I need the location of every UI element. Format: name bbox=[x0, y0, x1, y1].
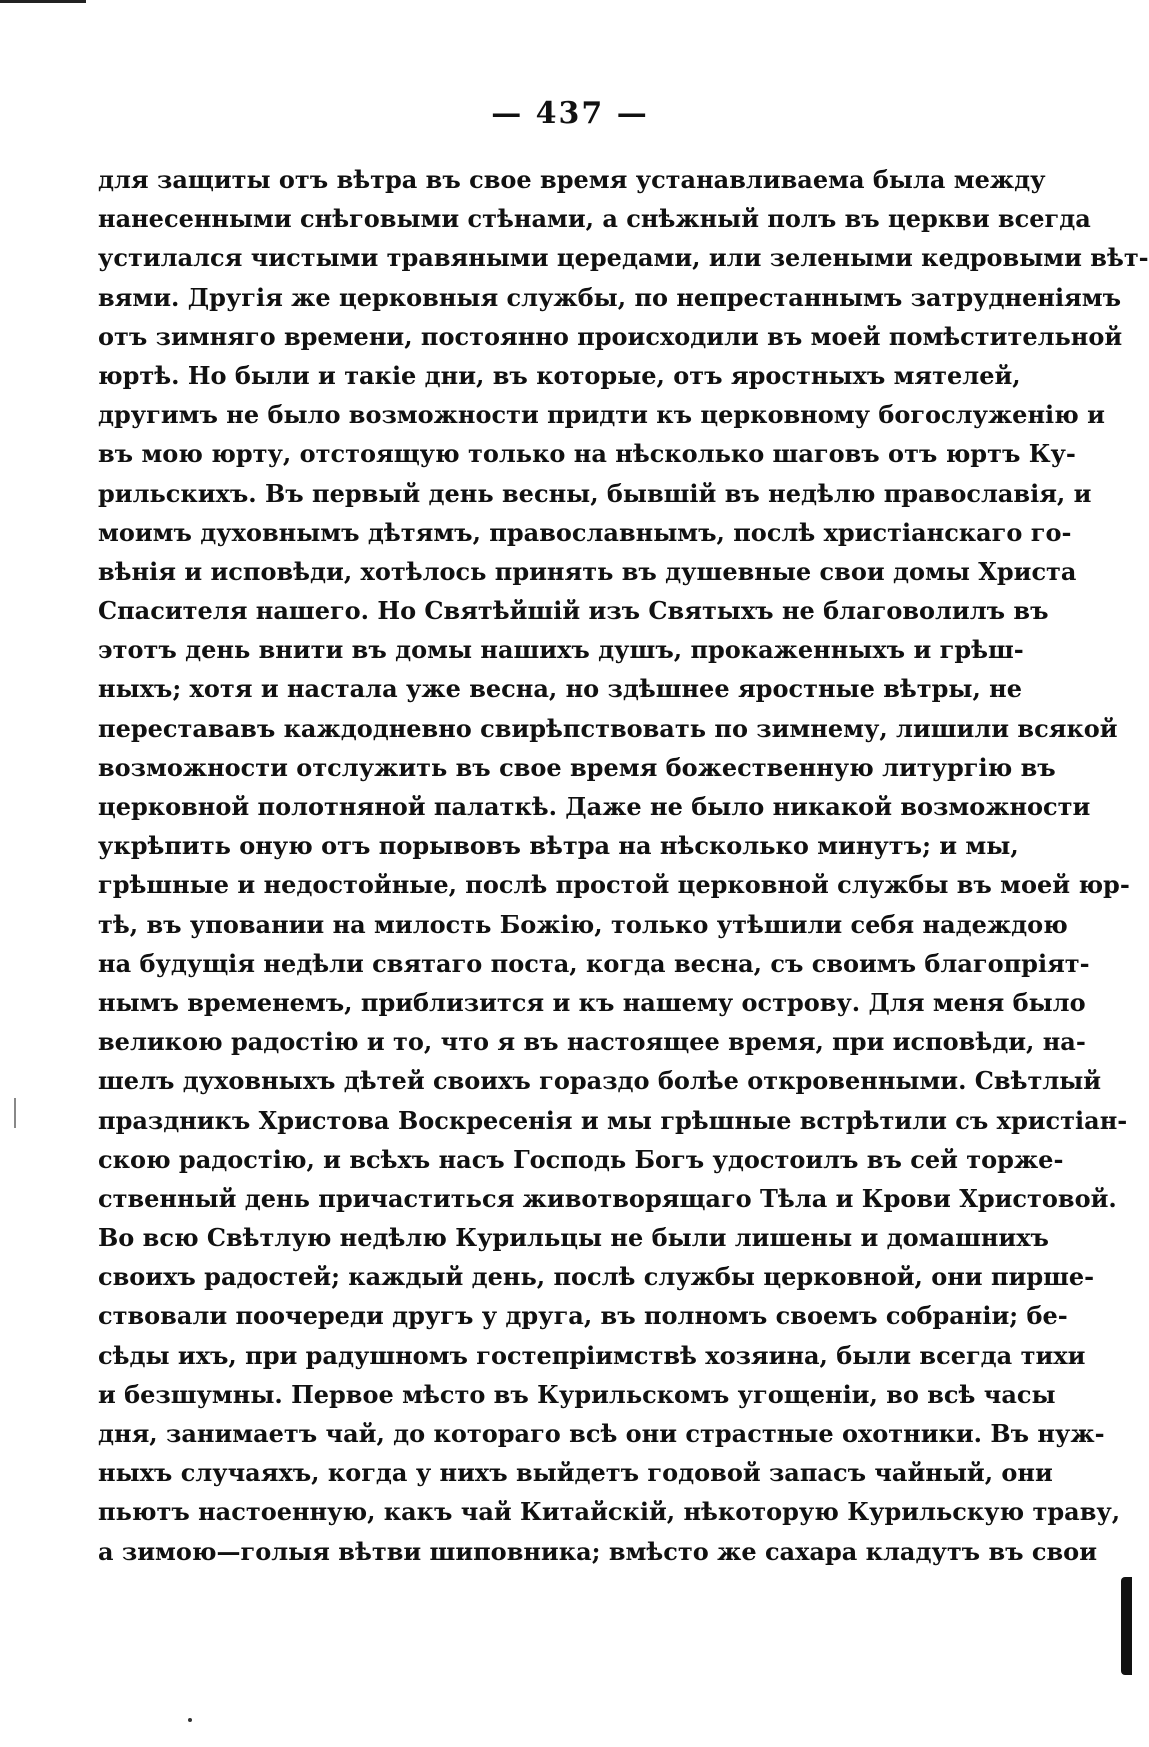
text-line: нанесенными снѣговыми стѣнами, а снѣжный полъ въ церкви всегда bbox=[98, 204, 1091, 234]
scan-edge-mark bbox=[0, 0, 86, 3]
text-line: нымъ временемъ, приблизится и къ нашему острову. Для меня было bbox=[98, 987, 1086, 1017]
scan-edge-mark bbox=[1121, 1577, 1132, 1675]
text-line: тѣ, въ уповании на милость Божію, только утѣшили себя надеждою bbox=[98, 909, 1068, 939]
text-line: ствовали поочереди другъ у друга, въ полномъ своемъ собраніи; бе- bbox=[98, 1301, 1068, 1331]
text-line: ныхъ; хотя и настала уже весна, но здѣшнее яростные вѣтры, не bbox=[98, 674, 1023, 704]
text-line: возможности отслужить въ свое время божественную литургію въ bbox=[98, 752, 1056, 782]
text-line: моимъ духовнымъ дѣтямъ, православнымъ, послѣ христіанскаго го- bbox=[98, 517, 1072, 547]
text-line: рильскихъ. Въ первый день весны, бывшій въ недѣлю православія, и bbox=[98, 478, 1092, 508]
text-line: въ мою юрту, отстоящую только на нѣсколько шаговъ отъ юртъ Ку- bbox=[98, 439, 1076, 469]
text-line: Во всю Свѣтлую недѣлю Курильцы не были лишены и домашнихъ bbox=[98, 1223, 1049, 1253]
body-text bbox=[98, 160, 1149, 1571]
text-line: устилался чистыми травяными цередами, или зелеными кедровыми вѣт- bbox=[98, 243, 1149, 273]
text-line: вѣнія и исповѣди, хотѣлось принять въ душевные свои домы Христа bbox=[98, 556, 1077, 586]
text-line: этотъ день внити въ домы нашихъ душъ, прокаженныхъ и грѣш- bbox=[98, 635, 1024, 665]
text-line: для защиты отъ вѣтра въ свое время устанавливаема была между bbox=[98, 165, 1046, 194]
text-line: юртѣ. Но были и такіе дни, въ которые, отъ яростныхъ мятелей, bbox=[98, 360, 1021, 390]
text-line: пьютъ настоенную, какъ чай Китайскій, нѣкоторую Курильскую траву, bbox=[98, 1497, 1121, 1527]
text-line: великою радостію и то, что я въ настоящее время, при исповѣди, на- bbox=[98, 1027, 1086, 1057]
text-line: ственный день причаститься животворящаго Тѣла и Крови Христовой. bbox=[98, 1183, 1117, 1213]
text-line: церковной полотняной палаткѣ. Даже не было никакой возможности bbox=[98, 792, 1091, 821]
text-line: своихъ радостей; каждый день, послѣ службы церковной, они пирше- bbox=[98, 1262, 1095, 1292]
text-line: ныхъ случаяхъ, когда у нихъ выйдетъ годовой запасъ чайный, они bbox=[98, 1458, 1053, 1488]
text-line: и безшумны. Первое мѣсто въ Курильскомъ угощеніи, во всѣ часы bbox=[98, 1379, 1056, 1409]
text-line: скою радостію, и всѣхъ насъ Господь Богъ удостоилъ въ сей торже- bbox=[98, 1144, 1064, 1174]
text-line: а зимою—голыя вѣтви шиповника; вмѣсто же сахара кладутъ въ свои bbox=[98, 1536, 1097, 1566]
page-number: — 437 — bbox=[491, 96, 649, 131]
text-line: грѣшные и недостойные, послѣ простой церковной службы въ моей юр- bbox=[98, 870, 1130, 900]
text-line: перестававъ каждодневно свирѣпствовать по зимнему, лишили всякой bbox=[98, 713, 1118, 743]
text-line: праздникъ Христова Воскресенія и мы грѣшные встрѣтили съ христіан- bbox=[98, 1105, 1128, 1135]
text-line: шелъ духовныхъ дѣтей своихъ гораздо болѣе откровенными. Свѣтлый bbox=[98, 1066, 1102, 1096]
text-line: другимъ не было возможности придти къ церковному богослуженію и bbox=[98, 400, 1105, 430]
text-line: Спасителя нашего. Но Святѣйшій изъ Святыхъ не благоволилъ въ bbox=[98, 596, 1049, 626]
scan-speck bbox=[188, 1718, 192, 1722]
text-line: сѣды ихъ, при радушномъ гостепріимствѣ хозяина, были всегда тихи bbox=[98, 1340, 1086, 1370]
text-line: вями. Другія же церковныя службы, по непрестаннымъ затрудненіямъ bbox=[98, 282, 1122, 312]
text-line: отъ зимняго времени, постоянно происходили въ моей помѣстительной bbox=[98, 321, 1123, 351]
text-line: на будущія недѣли святаго поста, когда весна, съ своимъ благопріят- bbox=[98, 948, 1090, 978]
margin-mark bbox=[14, 1098, 16, 1128]
text-line: укрѣпить оную отъ порывовъ вѣтра на нѣсколько минутъ; и мы, bbox=[98, 831, 1019, 861]
text-line: дня, занимаетъ чай, до котораго всѣ они страстные охотники. Въ нуж- bbox=[98, 1419, 1105, 1448]
